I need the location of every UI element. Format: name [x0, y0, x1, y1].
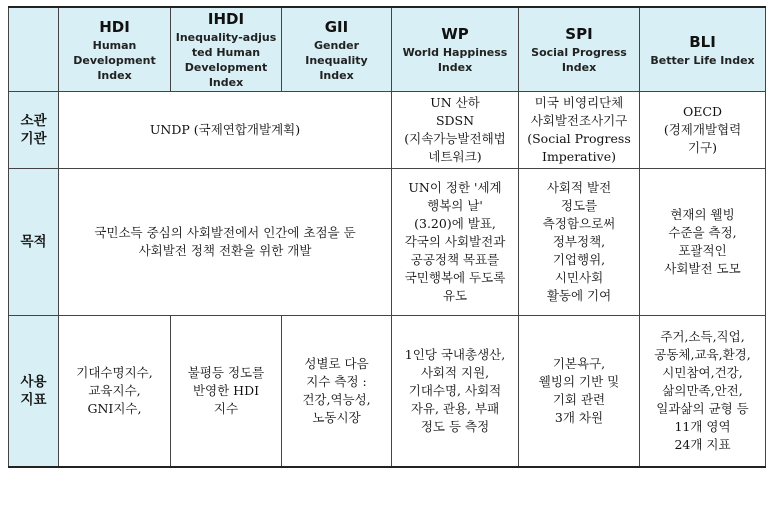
cell-line: 사회발전조사기구 — [530, 113, 628, 128]
cell-line: 네트워크) — [428, 149, 482, 164]
cell-line: 11개 영역 — [674, 419, 731, 434]
cell-line: 노동시장 — [312, 410, 361, 425]
header-abbr: BLI — [689, 32, 716, 51]
cell-org-spi — [519, 92, 640, 169]
header-hdi — [59, 7, 171, 92]
cell-line: 정부정책, — [552, 234, 606, 249]
row-indicators — [9, 316, 766, 468]
cell-line: 국민소득 중심의 사회발전에서 인간에 초점을 둔 — [94, 225, 356, 240]
cell-line: 공공정책 목표를 — [410, 252, 500, 267]
cell-ind-bli — [640, 316, 766, 468]
cell-line: 일과삶의 균형 등 — [656, 401, 749, 416]
cell-line: 행복의 날' — [427, 198, 483, 213]
cell-line: 지수 측정 : — [306, 374, 367, 389]
cell-line: 24개 지표 — [674, 437, 731, 452]
cell-line: (3.20)에 발표, — [414, 216, 496, 231]
header-full: Index — [561, 61, 597, 74]
cell-line: 사회적 발전 — [546, 180, 612, 195]
header-abbr: SPI — [565, 25, 593, 43]
row-label-line: 소관 — [20, 113, 47, 129]
cell-line: 사회발전 정책 전환을 위한 개발 — [138, 243, 312, 258]
cell-line: 활동에 기여 — [546, 288, 612, 303]
header-spi — [519, 7, 640, 92]
header-full: Social Progress — [531, 46, 627, 59]
header-full: Gender — [313, 38, 360, 52]
header-full: Better Life Index — [650, 53, 755, 67]
row-organization — [9, 92, 766, 169]
cell-line: 기대수명지수, — [76, 365, 153, 380]
header-full: Index — [319, 68, 354, 82]
row-label-line: 사용 — [20, 374, 47, 390]
cell-line: 수준을 측정, — [668, 225, 737, 240]
cell-line: 유도 — [442, 288, 468, 303]
cell-line: (경제개발협력 — [663, 122, 742, 137]
row-label-purpose: 목적 — [9, 169, 59, 316]
cell-org-wp — [392, 92, 519, 169]
cell-line: 3개 차원 — [554, 410, 604, 425]
cell-line: 건강,역능성, — [302, 392, 371, 407]
cell-ind-spi — [519, 316, 640, 468]
cell-line: 기본욕구, — [552, 356, 606, 371]
cell-line: 현재의 웰빙 — [670, 207, 735, 222]
index-comparison-table — [8, 6, 766, 468]
cell-line: 시민사회 — [554, 270, 604, 285]
header-abbr: WP — [441, 25, 469, 43]
cell-line: Imperative) — [542, 149, 616, 164]
cell-line: 정도를 — [560, 198, 598, 213]
cell-line: 자유, 관용, 부패 — [410, 401, 500, 416]
header-gii — [282, 7, 392, 92]
cell-purpose-undp — [59, 169, 392, 316]
row-label-line: 기관 — [20, 131, 47, 147]
cell-org-undp: UNDP (국제연합개발계획) — [59, 92, 392, 169]
cell-line: 불평등 정도를 — [187, 365, 265, 380]
cell-line: 지수 — [213, 401, 239, 416]
cell-line: GNI지수, — [87, 401, 142, 416]
cell-line: 정도 등 측정 — [420, 419, 490, 434]
cell-line: 시민참여,건강, — [662, 365, 743, 380]
cell-line: 교육지수, — [88, 383, 141, 398]
cell-line: 삶의만족,안전, — [662, 383, 743, 398]
cell-purpose-spi — [519, 169, 640, 316]
cell-line: UN 산하 — [430, 95, 480, 110]
cell-line: 1인당 국내총생산, — [404, 347, 506, 362]
cell-line: 주거,소득,직업, — [660, 329, 745, 344]
cell-line: 웰빙의 기반 및 — [538, 374, 620, 389]
header-full: Index — [97, 68, 132, 82]
cell-line: 사회발전 도모 — [664, 261, 741, 276]
header-row — [9, 7, 766, 92]
cell-line: 측정함으로써 — [542, 216, 616, 231]
header-full: Index — [437, 61, 473, 74]
header-abbr: IHDI — [207, 10, 245, 28]
cell-line: 포괄적인 — [678, 243, 727, 258]
cell-line: 기업행위, — [552, 252, 606, 267]
cell-line: 각국의 사회발전과 — [404, 234, 506, 249]
header-full: Inequality — [305, 53, 368, 67]
row-purpose — [9, 169, 766, 316]
cell-ind-gii — [282, 316, 392, 468]
cell-line: OECD — [683, 104, 722, 119]
header-abbr: GII — [324, 17, 349, 36]
cell-line: 기구) — [687, 140, 718, 155]
cell-ind-wp — [392, 316, 519, 468]
cell-line: 기회 관련 — [552, 392, 606, 407]
header-abbr: HDI — [99, 17, 130, 36]
cell-ind-hdi — [59, 316, 171, 468]
cell-line: 공동체,교육,환경, — [654, 347, 751, 362]
header-full: Inequality-adjus — [175, 31, 277, 44]
header-ihdi — [171, 7, 282, 92]
header-full: Development — [184, 61, 268, 74]
header-full: Development — [73, 53, 156, 67]
cell-line: 사회적 지원, — [420, 365, 490, 380]
row-label-line: 지표 — [20, 392, 47, 408]
cell-line: SDSN — [435, 113, 475, 128]
cell-line: 국민행복에 두도록 — [404, 270, 506, 285]
cell-purpose-wp — [392, 169, 519, 316]
cell-line: (Social Progress — [527, 131, 631, 146]
cell-org-bli — [640, 92, 766, 169]
header-full: World Happiness — [402, 46, 508, 59]
cell-purpose-bli — [640, 169, 766, 316]
cell-line: 미국 비영리단체 — [534, 95, 624, 110]
header-full: Human — [92, 38, 137, 52]
header-full: Index — [208, 76, 244, 89]
header-full: ted Human — [191, 46, 261, 59]
cell-line: 성별로 다음 — [304, 356, 369, 371]
cell-line: 반영한 HDI — [192, 383, 260, 398]
row-label-organization — [9, 92, 59, 169]
header-bli — [640, 7, 766, 92]
cell-line: 기대수명, 사회적 — [408, 383, 502, 398]
cell-ind-ihdi — [171, 316, 282, 468]
header-corner — [9, 7, 59, 92]
row-label-indicators — [9, 316, 59, 468]
cell-line: (지속가능발전해법 — [404, 131, 506, 146]
cell-line: UN이 정한 '세계 — [408, 180, 502, 195]
header-wp — [392, 7, 519, 92]
